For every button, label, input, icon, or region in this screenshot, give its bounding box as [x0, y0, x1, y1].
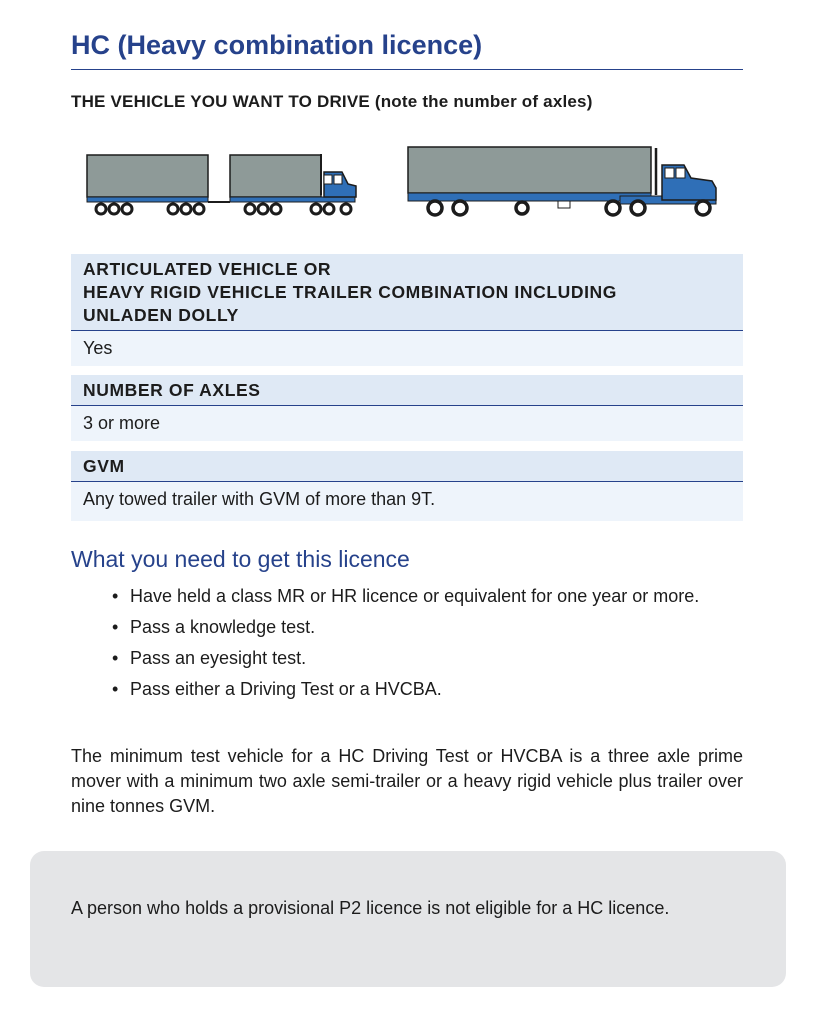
spec-gvm: [71, 451, 743, 521]
vehicle-illustrations: [80, 140, 725, 225]
spec-gvm-value: Any towed trailer with GVM of more than 9T.: [71, 482, 743, 521]
list-item: • Pass an eyesight test.: [112, 646, 744, 671]
vehicle-heading: THE VEHICLE YOU WANT TO DRIVE (note the number of axles): [71, 92, 593, 111]
spec-axles-value: 3 or more: [71, 406, 743, 441]
spec-axles-header: [71, 375, 743, 406]
list-item: • Have held a class MR or HR licence or equivalent for one year or more.: [112, 584, 744, 609]
spec-gvm-header: [71, 451, 743, 482]
requirements-heading: What you need to get this licence: [71, 546, 410, 572]
truck-and-trailer-icon: [87, 154, 356, 214]
requirements-list: [112, 584, 744, 708]
page-title: HC (Heavy combination licence): [71, 30, 743, 70]
minimum-test-vehicle-paragraph: The minimum test vehicle for a HC Driving Test or HVCBA is a three axle prime mover with a minimum two axle semi-trailer or a heavy rigid vehicle plus trailer over nine tonnes GVM.: [71, 746, 743, 816]
list-item: • Pass either a Driving Test or a HVCBA.: [112, 677, 744, 702]
list-item: • Pass a knowledge test.: [112, 615, 744, 640]
note-text: A person who holds a provisional P2 licence is not eligible for a HC licence.: [71, 898, 670, 918]
spec-combination-value: Yes: [71, 331, 743, 366]
spec-header-line: GVM: [83, 456, 125, 476]
spec-header-line: NUMBER OF AXLES: [83, 380, 261, 400]
semi-trailer-truck-icon: [408, 147, 716, 215]
spec-combination-header: [71, 254, 743, 331]
spec-header-line: HEAVY RIGID VEHICLE TRAILER COMBINATION INCLUDING: [83, 282, 617, 302]
spec-header-line: UNLADEN DOLLY: [83, 305, 239, 325]
note-box: [30, 851, 786, 987]
spec-combination: [71, 254, 743, 366]
spec-axles: [71, 375, 743, 441]
spec-header-line: ARTICULATED VEHICLE OR: [83, 259, 332, 279]
